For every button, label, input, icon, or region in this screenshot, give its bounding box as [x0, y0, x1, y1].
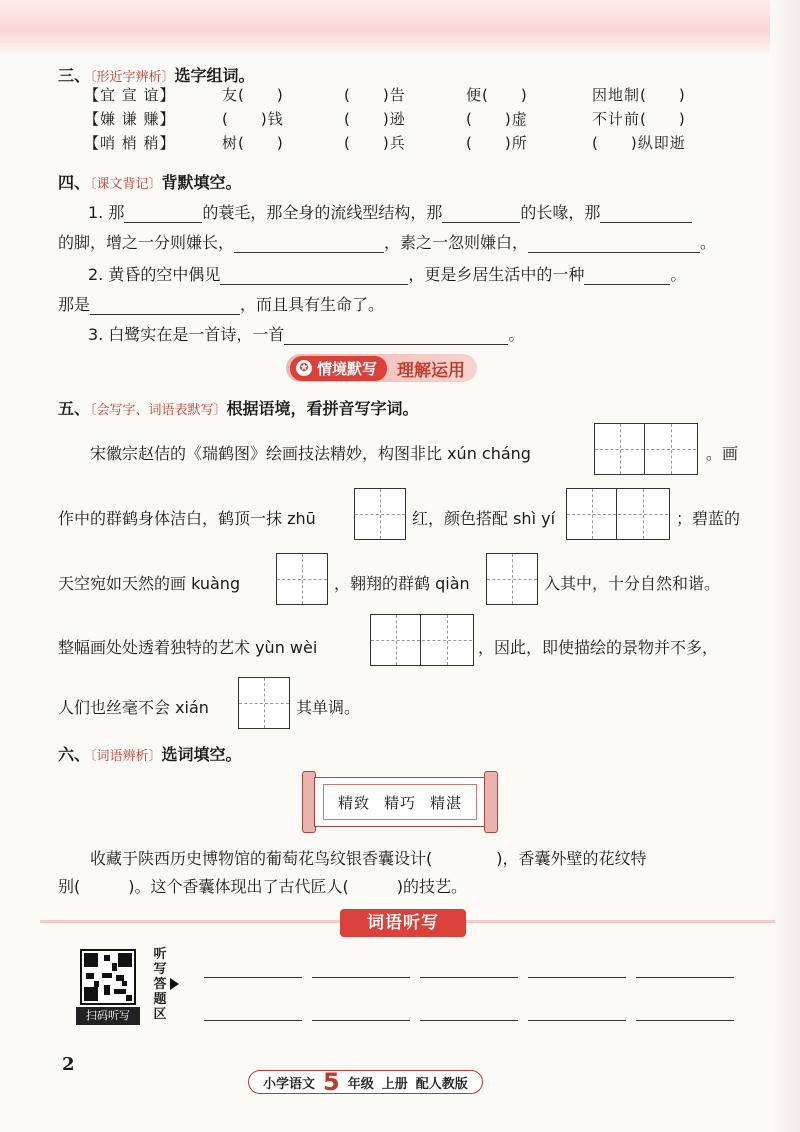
section-title: 选词填空。 [161, 745, 242, 764]
writing-grid[interactable] [276, 553, 328, 605]
text: ，更是乡居生活中的一种 [408, 265, 585, 284]
dictation-line[interactable] [636, 1020, 734, 1021]
section-tag: 〔会写字、词语表默写〕 [90, 403, 227, 418]
scroll-rod [484, 771, 498, 833]
dictation-line[interactable] [420, 1020, 518, 1021]
text: 的长喙，那 [520, 203, 601, 222]
scroll-paper [314, 777, 486, 827]
passage-text: 其单调。 [296, 698, 361, 717]
answer-blank[interactable] [584, 267, 670, 285]
footer-grade: 年级 [347, 1076, 374, 1092]
answer-blank[interactable] [234, 235, 384, 253]
char-group-label: 【嫌 谦 赚】 [84, 110, 176, 128]
section-3-heading [58, 63, 255, 86]
qr-label: 扫码听写 [76, 1007, 140, 1025]
answer-blank[interactable] [90, 297, 240, 315]
fill-blank-item[interactable]: ( )逊 [344, 110, 406, 128]
answer-blank[interactable] [442, 205, 520, 223]
fill-blank-item[interactable]: 因地制( ) [592, 86, 686, 104]
dictation-line[interactable] [204, 1020, 302, 1021]
text: 那是 [58, 295, 91, 314]
page-number: 2 [62, 1054, 75, 1075]
banner-pill [290, 356, 387, 381]
answer-blank[interactable] [284, 327, 508, 345]
section-banner [286, 354, 477, 382]
answer-blank[interactable] [124, 205, 202, 223]
word-choice-scroll [302, 771, 498, 833]
footer-volume: 上册 [381, 1076, 408, 1092]
recite-q3 [88, 322, 524, 345]
section-title: 选字组词。 [174, 66, 255, 85]
text: 3. 白鹭实在是一首诗，一首 [88, 325, 285, 344]
dictation-line[interactable] [312, 1020, 410, 1021]
section-tag: 〔词语辨析〕 [90, 749, 162, 764]
word-options [323, 784, 477, 820]
section-number: 四、 [58, 173, 91, 192]
text: 的脚，增之一分则嫌长， [58, 233, 235, 252]
word-option: 精致 [337, 793, 370, 812]
dictation-line[interactable] [636, 977, 734, 978]
choice-sentence[interactable]: 收藏于陕西历史博物馆的葡萄花鸟纹银香囊设计( )，香囊外壁的花纹特 [90, 849, 647, 868]
text: ，而且具有生命了。 [240, 295, 385, 314]
text: ，素之一忽则嫌白， [384, 233, 529, 252]
section-tag: 〔课文背记〕 [90, 177, 162, 192]
char-group-label: 【哨 梢 稍】 [84, 134, 176, 152]
section-number: 五、 [58, 399, 91, 418]
arrow-right-icon [170, 978, 179, 990]
recite-q1-line2 [58, 230, 716, 253]
footer-grade-number: 5 [323, 1068, 340, 1096]
book-footer [248, 1070, 483, 1094]
dictation-line[interactable] [528, 977, 626, 978]
recite-q1-line1 [88, 200, 692, 223]
dictation-line[interactable] [204, 977, 302, 978]
passage-text: 天空宛如天然的画 kuàng [58, 574, 241, 593]
dictation-title: 词语听写 [340, 909, 466, 937]
fill-blank-item[interactable]: ( )告 [344, 86, 406, 104]
passage-text: ，因此，即使描绘的景物并不多， [478, 638, 719, 657]
passage-text: 宋徽宗赵佶的《瑞鹤图》绘画技法精妙，构图非比 xún cháng [90, 444, 531, 463]
recite-q2-line1 [88, 262, 686, 285]
char-group-label: 【宜 宣 谊】 [84, 86, 176, 104]
text: 的蓑毛，那全身的流线型结构，那 [202, 203, 443, 222]
writing-grid[interactable] [354, 488, 406, 540]
text: 。 [670, 265, 687, 284]
fill-blank-item[interactable]: 友( ) [222, 86, 284, 104]
dictation-area-label: 听写答题区 [153, 947, 167, 1022]
medal-icon: ✪ [296, 360, 312, 376]
answer-blank[interactable] [220, 267, 408, 285]
qr-code-icon[interactable] [80, 949, 136, 1005]
recite-q2-line2 [58, 292, 384, 315]
text: 。 [508, 325, 525, 344]
section-4-heading [58, 170, 242, 193]
fill-blank-item[interactable]: 便( ) [466, 86, 528, 104]
section-tag: 〔形近字辨析〕 [90, 70, 175, 85]
fill-blank-item[interactable]: ( )纵即逝 [592, 134, 686, 152]
choice-sentence[interactable]: 别( )。这个香囊体现出了古代匠人( )的技艺。 [58, 877, 467, 896]
passage-text: 。画 [706, 444, 739, 463]
footer-subject: 小学语文 [263, 1076, 316, 1092]
fill-blank-item[interactable]: ( )钱 [222, 110, 284, 128]
passage-text: 整幅画处处透着独特的艺术 yùn wèi [58, 638, 318, 657]
section-5-heading [58, 396, 419, 419]
text: 2. 黄昏的空中偶见 [88, 265, 221, 284]
fill-blank-item[interactable]: ( )所 [466, 134, 528, 152]
passage-text: 红，颜色搭配 shì yí [412, 509, 556, 528]
fill-blank-item[interactable]: ( )兵 [344, 134, 406, 152]
top-decoration [0, 0, 800, 56]
passage-text: 作中的群鹤身体洁白，鹤顶一抹 zhū [58, 509, 316, 528]
footer-edition: 配人教版 [415, 1076, 468, 1092]
answer-blank[interactable] [528, 235, 700, 253]
section-6-heading [58, 742, 242, 765]
dictation-line[interactable] [420, 977, 518, 978]
text: 。 [700, 233, 717, 252]
answer-blank[interactable] [600, 205, 692, 223]
passage-text: ，翱翔的群鹤 qiàn [334, 574, 470, 593]
word-option: 精湛 [430, 793, 463, 812]
passage-text: ；碧蓝的 [676, 509, 741, 528]
fill-blank-item[interactable]: 树( ) [222, 134, 284, 152]
section-title: 背默填空。 [161, 173, 242, 192]
word-option: 精巧 [383, 793, 416, 812]
dictation-line[interactable] [528, 1020, 626, 1021]
writing-grid[interactable] [566, 488, 670, 540]
section-title: 根据语境，看拼音写字词。 [226, 399, 419, 418]
writing-grid[interactable] [594, 423, 698, 475]
fill-blank-item[interactable]: 不计前( ) [592, 110, 686, 128]
writing-grid[interactable] [238, 677, 290, 729]
writing-grid[interactable] [486, 553, 538, 605]
text: 1. 那 [88, 203, 125, 222]
banner-title: 情境默写 [317, 359, 378, 378]
fill-blank-item[interactable]: ( )虚 [466, 110, 528, 128]
section-number: 六、 [58, 745, 91, 764]
dictation-line[interactable] [312, 977, 410, 978]
writing-grid[interactable] [370, 614, 474, 666]
banner-subtitle: 理解运用 [397, 360, 466, 381]
section-number: 三、 [58, 66, 91, 85]
passage-text: 人们也丝毫不会 xián [58, 698, 209, 717]
passage-text: 入其中，十分自然和谐。 [544, 574, 721, 593]
